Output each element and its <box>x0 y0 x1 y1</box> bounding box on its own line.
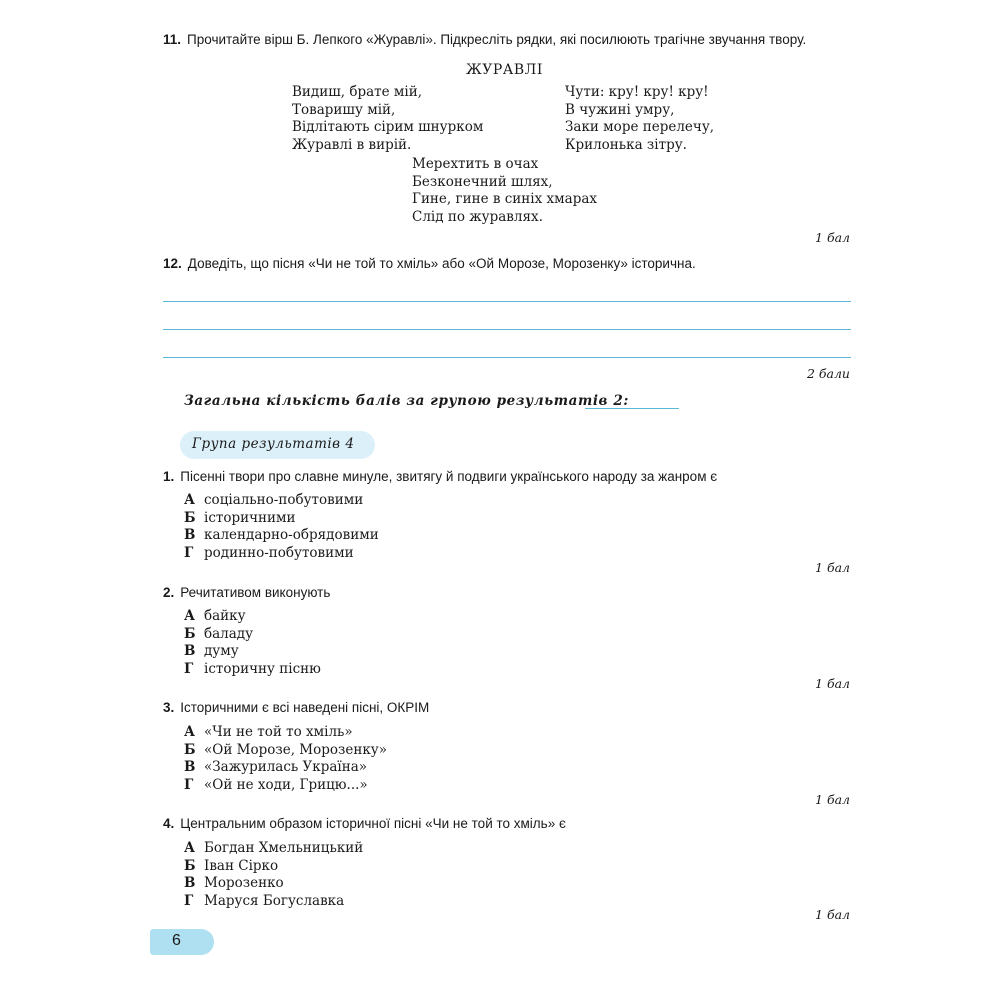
poem-line: Чути: кру! кру! кру! <box>565 84 709 100</box>
question-4 <box>163 816 566 831</box>
score-label: 1 бал <box>815 792 850 807</box>
option[interactable]: Г історичну пісню <box>184 660 321 677</box>
poem-line: Крилонька зітру. <box>565 136 687 153</box>
answer-line[interactable] <box>163 329 851 330</box>
total-score-label: Загальна кількість балів за групою результатів 2: <box>184 393 629 409</box>
question-text: Пісенні твори про славне минуле, звитягу й подвиги українського народу за жанром є <box>180 469 718 484</box>
question-text: Історичними є всі наведені пісні, ОКРІМ <box>180 700 430 715</box>
options-list <box>184 608 321 678</box>
question-text: Речитативом виконують <box>180 585 331 600</box>
question-number: 12. <box>163 256 182 271</box>
option[interactable]: Б баладу <box>184 625 254 642</box>
question-number: 1. <box>163 469 175 484</box>
option[interactable]: Г «Ой не ходи, Грицю...» <box>184 776 368 793</box>
option[interactable]: А Богдан Хмельницький <box>184 840 364 856</box>
poem-line: Заки море перелечу, <box>565 119 715 135</box>
option[interactable]: Г Маруся Богуславка <box>184 892 345 909</box>
poem-line: В чужині умру, <box>565 101 675 118</box>
poem-line: Гине, гине в синіх хмарах <box>412 191 597 207</box>
poem-stanza-left <box>292 84 483 154</box>
group-title: Група результатів 4 <box>192 436 355 452</box>
poem-line: Товаришу мій, <box>292 101 396 118</box>
option[interactable]: Г родинно-побутовими <box>184 544 354 561</box>
poem-line: Мерехтить в очах <box>412 156 539 172</box>
poem-title: ЖУРАВЛІ <box>466 62 543 78</box>
question-text: Доведіть, що пісня «Чи не той то хміль» або «Ой Морозе, Морозенку» історична. <box>187 256 696 271</box>
question-text: Центральним образом історичної пісні «Чи не той то хміль» є <box>180 816 566 831</box>
score-label: 1 бал <box>815 676 850 691</box>
question-1 <box>163 469 717 484</box>
group-badge <box>180 431 375 459</box>
total-score-field[interactable] <box>585 408 679 409</box>
question-number: 3. <box>163 700 175 715</box>
question-number: 2. <box>163 585 175 600</box>
option[interactable]: В Морозенко <box>184 875 284 891</box>
poem-line: Видиш, брате мій, <box>292 84 423 100</box>
poem-line: Слід по журавлях. <box>412 208 543 225</box>
question-11 <box>163 32 806 47</box>
answer-line[interactable] <box>163 301 851 302</box>
question-2 <box>163 585 330 600</box>
options-list <box>184 492 379 562</box>
score-label: 1 бал <box>815 907 850 922</box>
option[interactable]: В думу <box>184 643 239 659</box>
score-label: 1 бал <box>815 560 850 575</box>
question-3 <box>163 700 429 715</box>
question-number: 4. <box>163 816 175 831</box>
option[interactable]: В «Зажурилась Україна» <box>184 759 368 775</box>
answer-line[interactable] <box>163 357 851 358</box>
option[interactable]: А байку <box>184 608 246 624</box>
page-number-badge <box>150 929 214 955</box>
poem-stanza-center <box>412 156 597 226</box>
question-12 <box>163 256 696 271</box>
option[interactable]: А соціально-побутовими <box>184 492 364 508</box>
poem-line: Безконечний шлях, <box>412 173 553 190</box>
score-label: 2 бали <box>806 366 850 381</box>
option[interactable]: А «Чи не той то хміль» <box>184 724 353 740</box>
option[interactable]: Б «Ой Морозе, Морозенку» <box>184 741 387 758</box>
option[interactable]: Б історичними <box>184 509 296 526</box>
score-label: 1 бал <box>815 230 850 245</box>
poem-line: Відлітають сірим шнурком <box>292 119 484 135</box>
options-list <box>184 724 387 794</box>
poem-stanza-right <box>565 84 714 154</box>
option[interactable]: Б Іван Сірко <box>184 857 279 874</box>
question-text: Прочитайте вірш Б. Лепкого «Журавлі». Підкресліть рядки, які посилюють трагічне звучання твору. <box>187 32 807 47</box>
poem-line: Журавлі в вирій. <box>292 136 412 153</box>
question-number: 11. <box>163 32 182 47</box>
option[interactable]: В календарно-обрядовими <box>184 527 379 543</box>
options-list <box>184 840 363 910</box>
page-number: 6 <box>172 932 181 949</box>
